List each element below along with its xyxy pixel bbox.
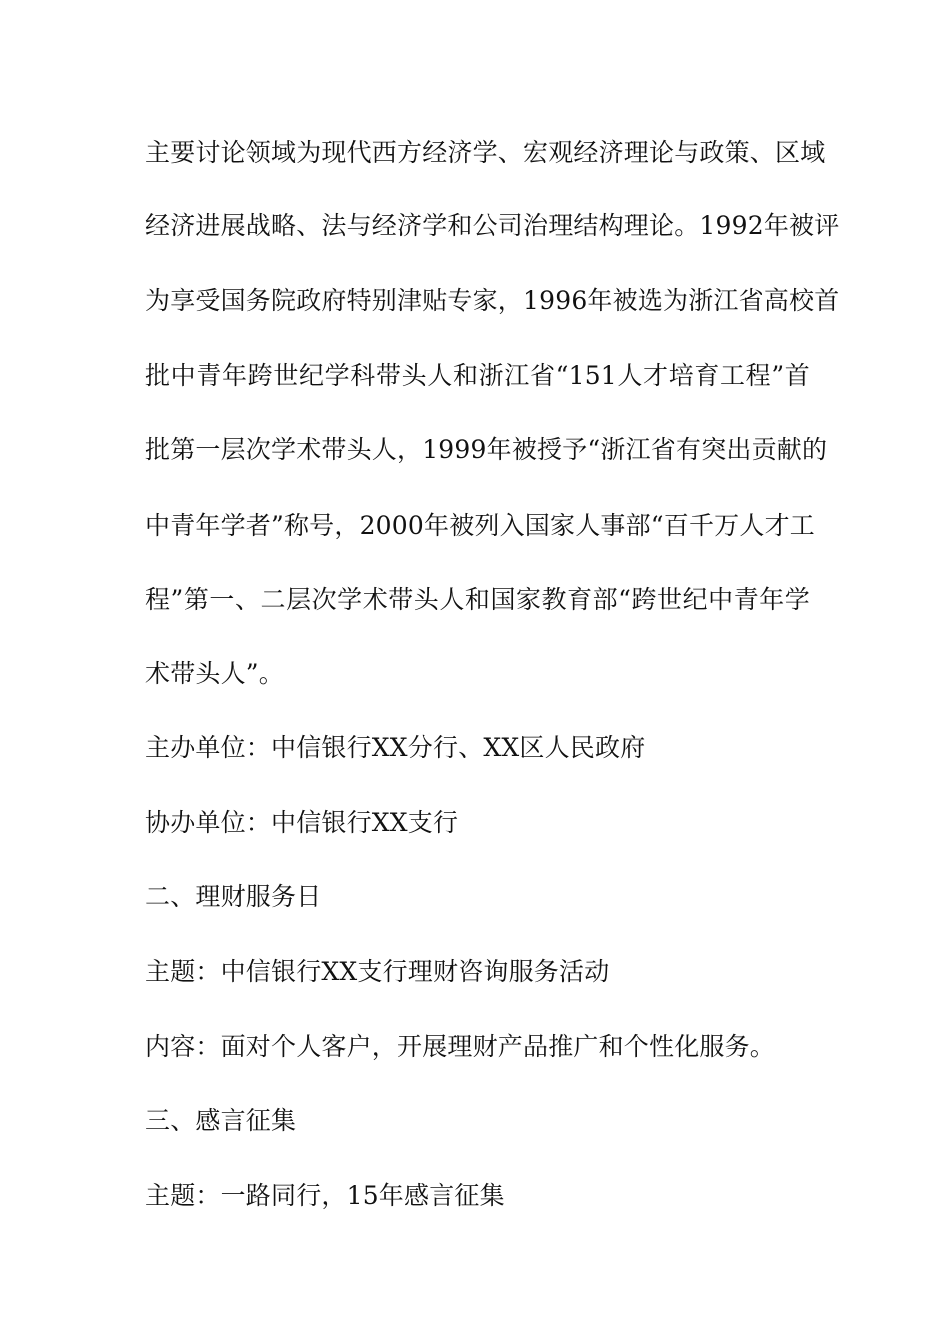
host-organizer: 主办单位：中信银行XX分行、XX区人民政府 bbox=[145, 733, 646, 762]
section-three-heading: 三、感言征集 bbox=[145, 1106, 297, 1135]
section-two-content: 内容：面对个人客户，开展理财产品推广和个性化服务。 bbox=[145, 1032, 776, 1061]
bio-line-1: 主要讨论领域为现代西方经济学、宏观经济理论与政策、区域 bbox=[145, 138, 826, 167]
bio-line-3: 为享受国务院政府特别津贴专家，1996年被选为浙江省高校首 bbox=[145, 286, 840, 315]
bio-line-8: 术带头人”。 bbox=[145, 659, 284, 688]
bio-line-4: 批中青年跨世纪学科带头人和浙江省“151人才培育工程”首 bbox=[145, 361, 810, 390]
section-two-theme: 主题：中信银行XX支行理财咨询服务活动 bbox=[145, 957, 610, 986]
bio-line-5: 批第一层次学术带头人，1999年被授予“浙江省有突出贡献的 bbox=[145, 435, 828, 464]
bio-line-6: 中青年学者”称号，2000年被列入国家人事部“百千万人才工 bbox=[145, 511, 815, 540]
section-two-heading: 二、理财服务日 bbox=[145, 882, 322, 911]
bio-line-7: 程”第一、二层次学术带头人和国家教育部“跨世纪中青年学 bbox=[145, 585, 810, 614]
bio-line-2: 经济进展战略、法与经济学和公司治理结构理论。1992年被评 bbox=[145, 211, 840, 240]
co-host-organizer: 协办单位：中信银行XX支行 bbox=[145, 808, 459, 837]
section-three-theme: 主题：一路同行，15年感言征集 bbox=[145, 1181, 505, 1210]
